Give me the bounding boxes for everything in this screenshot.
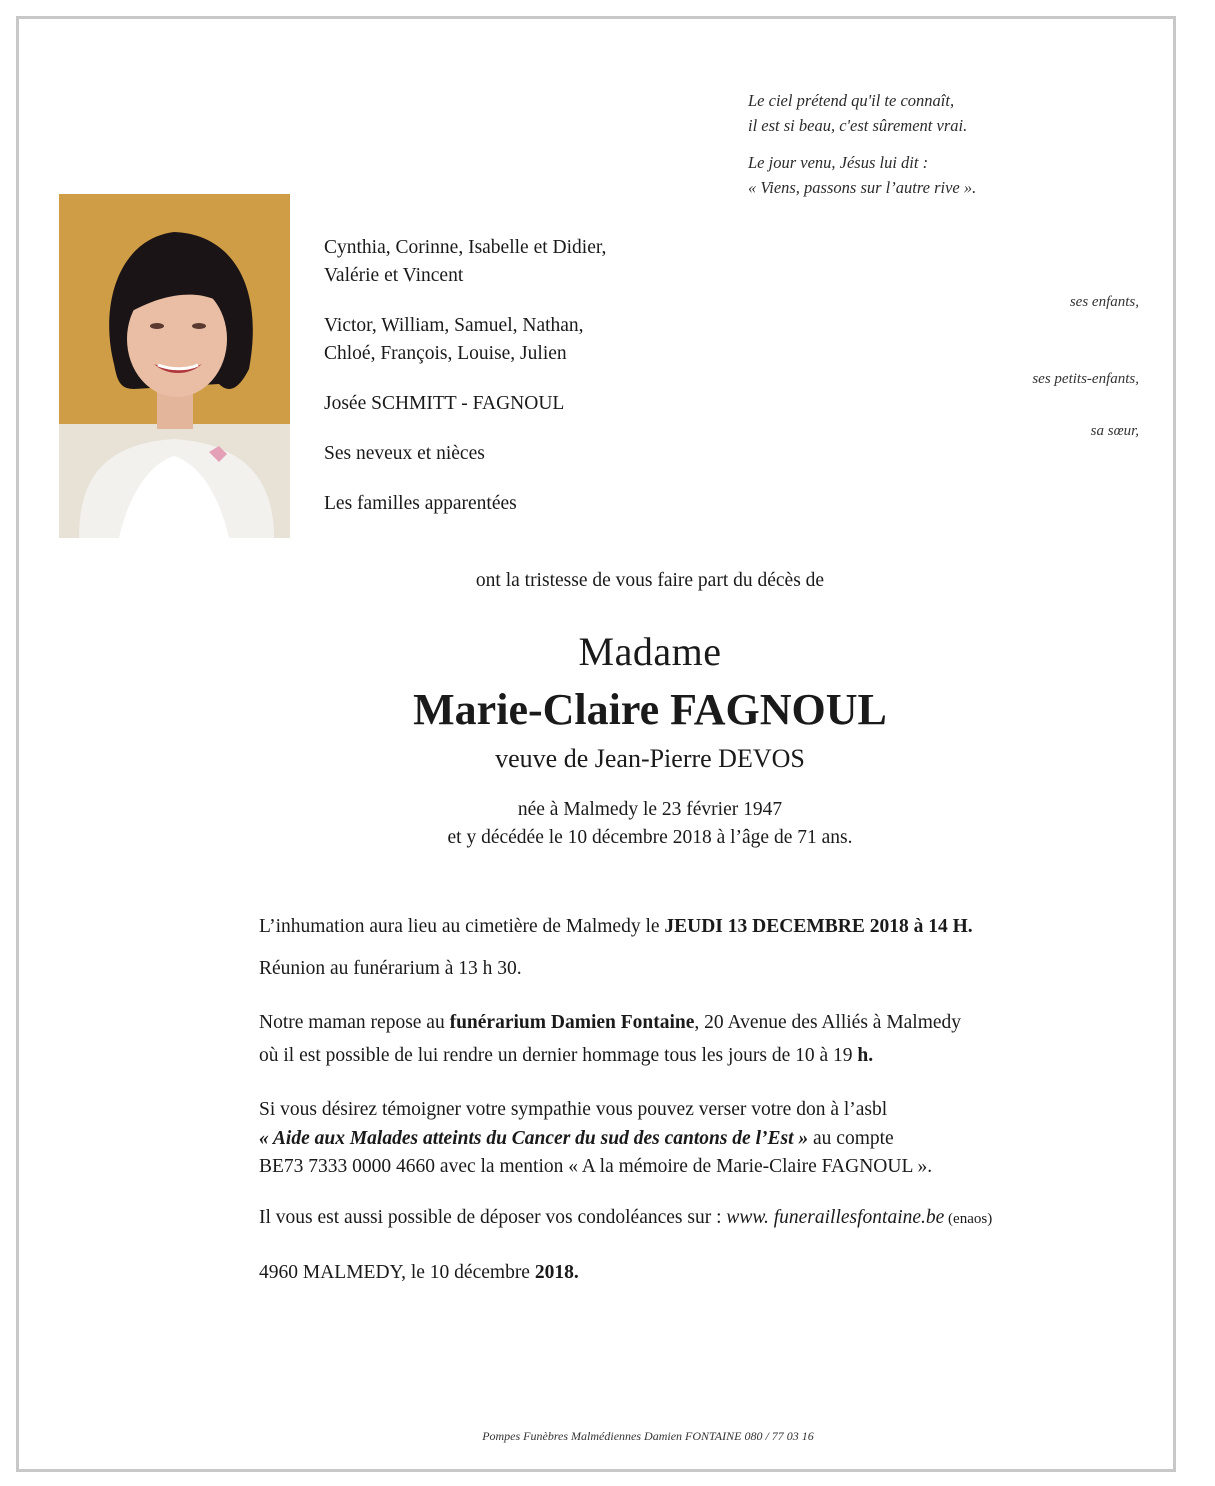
footer-funeral-home: Pompes Funèbres Malmédiennes Damien FONTAINE 080 / 77 03 16 xyxy=(482,1429,814,1443)
sister-name: Josée SCHMITT - FAGNOUL xyxy=(324,393,565,414)
deceased-title: Madame xyxy=(578,629,722,674)
poem-line: « Viens, passons sur l’autre rive ». xyxy=(748,178,977,197)
website-note: (enaos) xyxy=(944,1211,993,1227)
announcement: ont la tristesse de vous faire part du décès de xyxy=(475,570,825,591)
birth-info: née à Malmedy le 23 février 1947 xyxy=(517,799,783,820)
poem-line: Le ciel prétend qu'il te connaît, xyxy=(748,91,955,110)
burial-info xyxy=(259,913,973,941)
burial-date: JEUDI 13 DECEMBRE 2018 à 14 H. xyxy=(664,916,973,937)
grandchildren-names: Victor, William, Samuel, Nathan, xyxy=(324,315,584,336)
rest-info xyxy=(259,1009,961,1037)
poem-line: il est si beau, c'est sûrement vrai. xyxy=(748,116,968,135)
grandchildren-names: Chloé, François, Louise, Julien xyxy=(324,343,567,364)
nephews-line: Ses neveux et nièces xyxy=(324,443,485,464)
donation-charity xyxy=(259,1125,894,1153)
funeral-home: funérarium Damien Fontaine xyxy=(449,1012,695,1033)
condolences-line xyxy=(259,1204,992,1233)
charity-name: « Aide aux Malades atteints du Cancer du sud des cantons de l’Est » xyxy=(259,1128,809,1149)
donation-line: Si vous désirez témoigner votre sympathie vous pouvez verser votre don à l’asbl xyxy=(259,1099,888,1120)
deceased-name: Marie-Claire FAGNOUL xyxy=(413,685,887,734)
children-names: Valérie et Vincent xyxy=(324,265,464,286)
relatives-line: Les familles apparentées xyxy=(324,493,517,514)
children-relation: ses enfants, xyxy=(1069,294,1139,310)
donation-account: BE73 7333 0000 4660 avec la mention « A la mémoire de Marie-Claire FAGNOUL ». xyxy=(259,1156,933,1177)
meeting-info: Réunion au funérarium à 13 h 30. xyxy=(259,958,522,979)
portrait-photo xyxy=(59,194,290,538)
children-names: Cynthia, Corinne, Isabelle et Didier, xyxy=(324,237,607,258)
condolences-text: Il vous est aussi possible de déposer vos condoléances sur : xyxy=(259,1207,727,1228)
death-info: et y décédée le 10 décembre 2018 à l’âge de 71 ans. xyxy=(447,827,853,848)
place-date-year: 2018. xyxy=(534,1262,579,1283)
website-link[interactable]: www. funeraillesfontaine.be xyxy=(726,1207,945,1228)
burial-text: L’inhumation aura lieu au cimetière de Malmedy le xyxy=(259,916,665,937)
grandchildren-relation: ses petits-enfants, xyxy=(1032,371,1139,387)
poem-line: Le jour venu, Jésus lui dit : xyxy=(748,153,929,172)
funeral-home-address: , 20 Avenue des Alliés à Malmedy xyxy=(694,1012,962,1033)
poem xyxy=(748,88,1148,200)
visiting-hour-unit: h. xyxy=(857,1045,874,1066)
rest-text: Notre maman repose au xyxy=(259,1012,450,1033)
sister-relation: sa sœur, xyxy=(1090,423,1139,439)
place-date-text: 4960 MALMEDY, le 10 décembre xyxy=(259,1262,535,1283)
place-date xyxy=(259,1259,579,1287)
visiting-hours xyxy=(259,1042,873,1070)
donation-account-label: au compte xyxy=(808,1128,894,1149)
widow-of: veuve de Jean-Pierre DEVOS xyxy=(495,744,805,773)
visiting-text: où il est possible de lui rendre un dernier hommage tous les jours de 10 à 19 xyxy=(259,1045,858,1066)
